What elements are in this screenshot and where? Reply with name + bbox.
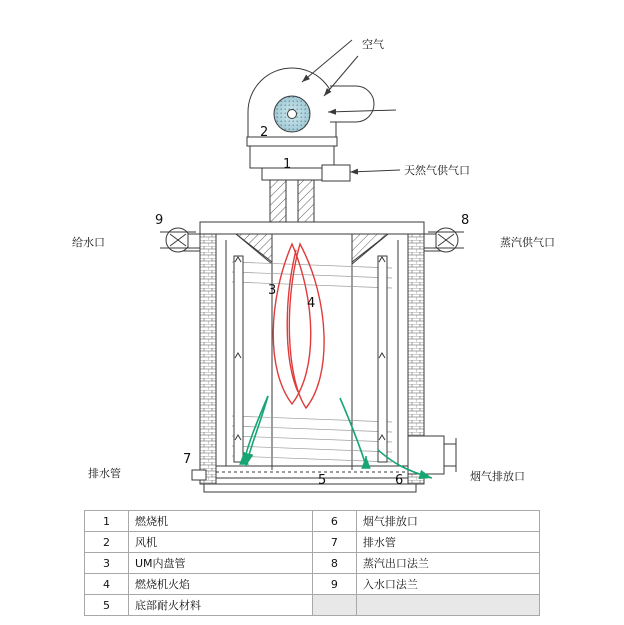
steam-outlet-flange	[424, 228, 464, 252]
marker-4: 4	[307, 296, 316, 311]
marker-7: 7	[183, 452, 192, 467]
legend-left-index: 5	[85, 595, 129, 616]
marker-5: 5	[318, 473, 327, 488]
legend-right-index-empty	[312, 595, 356, 616]
table-row	[85, 553, 540, 574]
legend-left-label: 燃烧机火焰	[129, 574, 313, 595]
marker-9: 9	[155, 213, 164, 228]
legend-right-index: 8	[312, 553, 356, 574]
table-row	[85, 595, 540, 616]
legend-right-label: 烟气排放口	[356, 511, 539, 532]
table-row	[85, 511, 540, 532]
legend-left-index: 4	[85, 574, 129, 595]
legend-left-index: 2	[85, 532, 129, 553]
marker-6: 6	[395, 473, 404, 488]
callout-feedwater: 给水口	[72, 236, 105, 249]
legend-right-label: 排水管	[356, 532, 539, 553]
legend-right-index: 6	[312, 511, 356, 532]
marker-8: 8	[461, 213, 470, 228]
legend-right-label-empty	[356, 595, 539, 616]
table-row	[85, 532, 540, 553]
callout-air: 空气	[362, 38, 384, 51]
legend-table	[84, 510, 540, 616]
legend-left-label: UM内盘管	[129, 553, 313, 574]
marker-3: 3	[268, 283, 277, 298]
legend-right-label: 蒸汽出口法兰	[356, 553, 539, 574]
legend-left-index: 3	[85, 553, 129, 574]
burner-body	[250, 146, 350, 222]
legend-left-index: 1	[85, 511, 129, 532]
legend-right-index: 7	[312, 532, 356, 553]
callout-drain: 排水管	[88, 467, 121, 480]
table-row	[85, 574, 540, 595]
marker-1: 1	[283, 157, 292, 172]
legend-left-label: 燃烧机	[129, 511, 313, 532]
legend-right-index: 9	[312, 574, 356, 595]
callout-steam: 蒸汽供气口	[500, 236, 555, 249]
callout-flue: 烟气排放口	[470, 470, 525, 483]
marker-2: 2	[260, 125, 269, 140]
flue-gas-outlet	[408, 436, 456, 474]
callout-gas-inlet: 天然气供气口	[404, 164, 470, 177]
legend-right-label: 入水口法兰	[356, 574, 539, 595]
drain-pipe	[192, 470, 206, 480]
legend-left-label: 底部耐火材料	[129, 595, 313, 616]
water-inlet-flange	[160, 228, 200, 252]
legend-left-label: 风机	[129, 532, 313, 553]
